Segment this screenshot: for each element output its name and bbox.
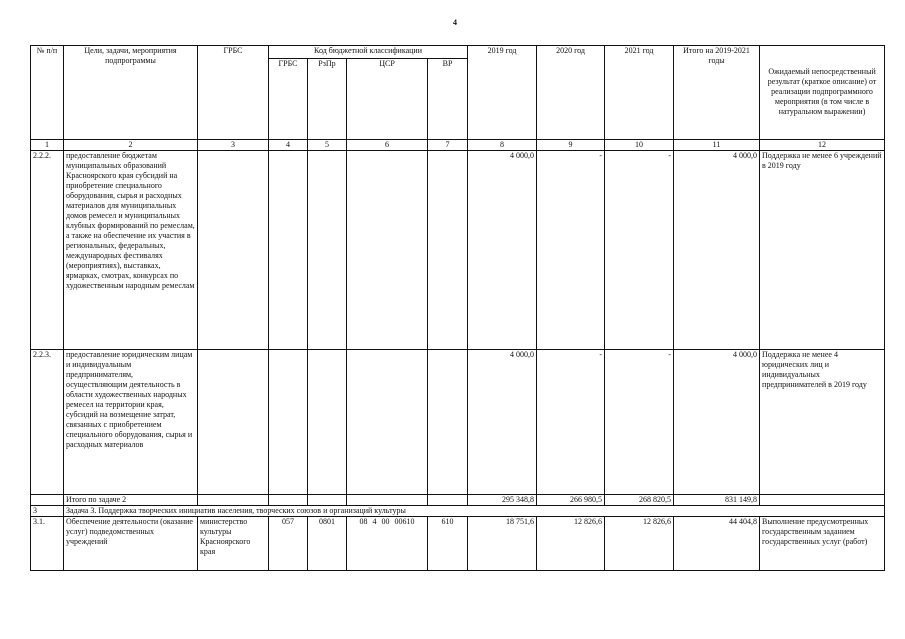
- row-text: предоставление бюджетам муниципальных образований Красноярского края субсидий на приобретение специального оборудования, сырья и расходных материалов для муниципальных домов ремесел и муниципальных клубных формирований по ремеслам, а также на обеспечение их участия в региональных, федеральных, международных фестивалях (мероприятиях), выставках, ярмарках, смотрах, конкурсах по художественным народным ремеслам: [64, 150, 198, 349]
- header-2019: 2019 год: [468, 46, 537, 140]
- header-goals: Цели, задачи, мероприятия подпрограммы: [64, 46, 198, 140]
- col-number: 8: [468, 139, 537, 150]
- header-num: № п/п: [31, 46, 64, 140]
- table-row: [31, 350, 885, 494]
- row-result: Поддержка не менее 6 учреждений в 2019 году: [760, 150, 885, 349]
- col-number: 12: [760, 139, 885, 150]
- col-number: 3: [198, 139, 269, 150]
- col-number: 10: [605, 139, 674, 150]
- value-total: 4 000,0: [674, 150, 760, 349]
- row-number: 2.2.2.: [31, 150, 64, 349]
- header-result: Ожидаемый непосредственный результат (краткое описание) от реализации подпрограммного мероприятия (в том числе в натуральном выражении): [760, 46, 885, 140]
- header-sub-grbs: ГРБС: [269, 59, 308, 139]
- value-2021: -: [605, 350, 674, 494]
- header-total: Итого на 2019-2021 годы: [674, 46, 760, 140]
- task-title: Задача 3. Поддержка творческих инициатив населения, творческих союзов и организаций культуры: [64, 505, 885, 516]
- value-total: 44 404,8: [674, 517, 760, 571]
- total-label: Итого по задаче 2: [64, 494, 198, 505]
- task-number: 3: [31, 505, 64, 516]
- value-2021: -: [605, 150, 674, 349]
- col-number: 9: [537, 139, 605, 150]
- row-number: 2.2.3.: [31, 350, 64, 494]
- row-result: Выполнение предусмотренных государственным заданием государственных услуг (работ): [760, 517, 885, 571]
- col-number: 5: [308, 139, 347, 150]
- header-2020: 2020 год: [537, 46, 605, 140]
- col-number: 4: [269, 139, 308, 150]
- value-2021: 12 826,6: [605, 517, 674, 571]
- value-2020: -: [537, 350, 605, 494]
- row-text: предоставление юридическим лицам и индивидуальным предпринимателям, осуществляющим деятельность в области художественных народных ремесел на территории края, субсидий на возмещение затрат, связанных с приобретением специального оборудования, сырья и расходных материалов: [64, 350, 198, 494]
- col-number: 6: [347, 139, 428, 150]
- grbs-name: министерство культуры Красноярского края: [198, 517, 269, 571]
- row-text: Обеспечение деятельности (оказание услуг) подведомственных учреждений: [64, 517, 198, 571]
- total-2019: 295 348,8: [468, 494, 537, 505]
- header-rzpr: РзПр: [308, 59, 347, 139]
- value-total: 4 000,0: [674, 350, 760, 494]
- total-row: [31, 494, 885, 505]
- value-2019: 4 000,0: [468, 150, 537, 349]
- value-2019: 18 751,6: [468, 517, 537, 571]
- total-2021: 268 820,5: [605, 494, 674, 505]
- header-vr: ВР: [428, 59, 468, 139]
- page-number: 4: [453, 18, 457, 27]
- value-2019: 4 000,0: [468, 350, 537, 494]
- csr-code: 08 4 00 00610: [347, 517, 428, 571]
- header-kbk: Код бюджетной классификации: [269, 46, 468, 59]
- col-number: 1: [31, 139, 64, 150]
- row-number: 3.1.: [31, 517, 64, 571]
- col-number: 2: [64, 139, 198, 150]
- grbs-code: 057: [269, 517, 308, 571]
- header-grbs: ГРБС: [198, 46, 269, 140]
- col-number: 7: [428, 139, 468, 150]
- header-2021: 2021 год: [605, 46, 674, 140]
- total-sum: 831 149,8: [674, 494, 760, 505]
- table-row: [31, 150, 885, 349]
- value-2020: 12 826,6: [537, 517, 605, 571]
- program-table: [30, 45, 885, 571]
- rzpr-code: 0801: [308, 517, 347, 571]
- task-row: [31, 505, 885, 516]
- vr-code: 610: [428, 517, 468, 571]
- value-2020: -: [537, 150, 605, 349]
- table-row: [31, 517, 885, 571]
- row-result: Поддержка не менее 4 юридических лиц и индивидуальных предпринимателей в 2019 году: [760, 350, 885, 494]
- header-csr: ЦСР: [347, 59, 428, 139]
- col-number: 11: [674, 139, 760, 150]
- total-2020: 266 980,5: [537, 494, 605, 505]
